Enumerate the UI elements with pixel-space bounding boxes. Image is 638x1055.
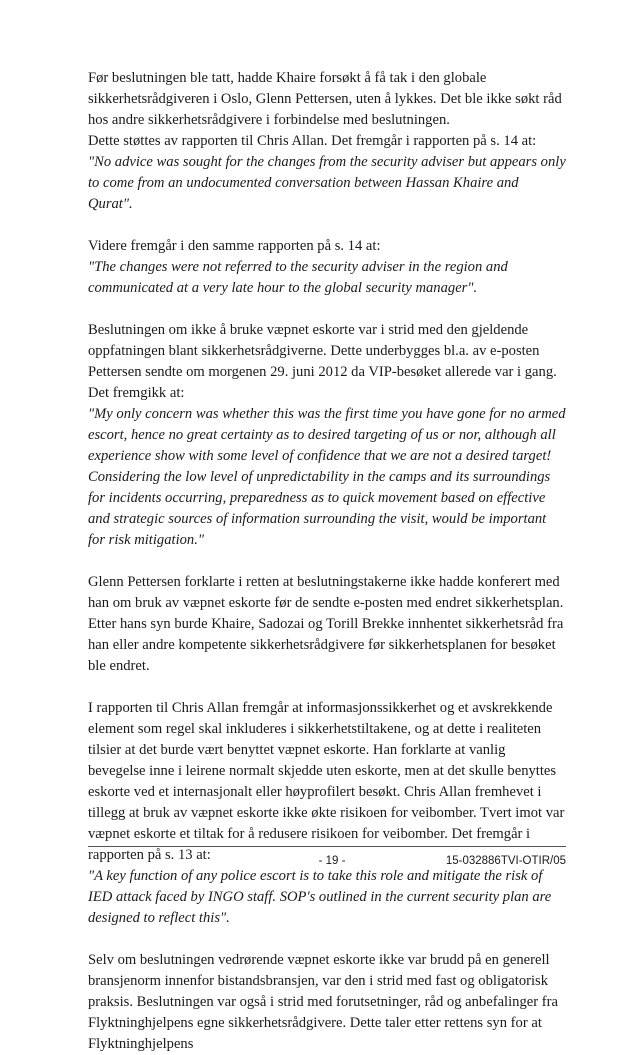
body-text: [88, 68, 566, 1055]
quote-2: "The changes were not referred to the security adviser in the region and communicated at a very late hour to the global security manager".: [88, 259, 508, 296]
quote-4: "A key function of any police escort is to take this role and mitigate the risk of IED attack faced by INGO staff. SOP's outlined in the current security plan are designed to reflect this".: [88, 868, 552, 926]
document-reference: 15-032886TVI-OTIR/05: [445, 855, 566, 867]
footer-divider: [88, 846, 566, 847]
paragraph-6: I rapporten til Chris Allan fremgår at informasjonssikkerhet og et avskrekkende element som regel skal inkluderes i sikkerhetstiltakene, og at dette i realiteten tilsier at det burde vært benyttet væpnet eskorte. Han forklarte at vanlig bevegelse inne i leirene normalt skjedde uten eskorte, men at det skulle benyttes eskorte ved et internasjonalt eller høyprofilert besøkt. Chris Allan fremhevet i tillegg at bruk av væpnet eskorte ikke økte risikoen for veibomber. Tvert imot var væpnet eskorte et tiltak for å redusere risikoen for veibomber. Det fremgår i rapporten på s. 13 at:: [88, 700, 565, 863]
quote-3: "My only concern was whether this was the first time you have gone for no armed escort, hence no great certainty as to desired targeting of us or nor, although all experience show with some level of confidence that we are not a desired target! Considering the low level of unpredictability in the camps and its surroundings for incidents occurring, preparedness as to quick movement based on effective and strategic sources of information surrounding the visit, would be important for risk mitigation.": [88, 406, 566, 548]
paragraph-3: Videre fremgår i den samme rapporten på s. 14 at:: [88, 238, 381, 254]
paragraph-4: Beslutningen om ikke å bruke væpnet eskorte var i strid med den gjeldende oppfatningen blant sikkerhetsrådgiverne. Dette underbygges bl.a. av e-posten Pettersen sendte om morgenen 29. juni 2012 da VIP-besøket allerede var i gang. Det fremgikk at:: [88, 322, 557, 401]
paragraph-5: Glenn Pettersen forklarte i retten at beslutningstakerne ikke hadde konferert med han om bruk av væpnet eskorte før de sendte e-posten med endret sikkerhetsplan. Etter hans syn burde Khaire, Sadozai og Torill Brekke innhentet sikkerhetsråd fra han eller andre kompetente sikkerhetsrådgivere før sikkerhetsplanen for besøket ble endret.: [88, 574, 564, 674]
paragraph-2: Dette støttes av rapporten til Chris Allan. Det fremgår i rapporten på s. 14 at:: [88, 133, 537, 149]
paragraph-1: Før beslutningen ble tatt, hadde Khaire forsøkt å få tak i den globale sikkerhetsrådgiveren i Oslo, Glenn Pettersen, uten å lykkes. Det ble ikke søkt råd hos andre sikkerhetsrådgivere i forbindelse med beslutningen.: [88, 70, 562, 128]
quote-1: "No advice was sought for the changes from the security adviser but appears only to come from an undocumented conversation between Hassan Khaire and Qurat".: [88, 154, 566, 212]
paragraph-7: Selv om beslutningen vedrørende væpnet eskorte ikke var brudd på en generell bransjenorm innenfor bistandsbransjen, var den i strid med fast og obligatorisk praksis. Beslutningen var også i strid med forutsetninger, råd og anbefalinger fra Flyktninghjelpens egne sikkerhetsrådgivere. Dette taler etter rettens syn for at Flyktninghjelpens: [88, 952, 558, 1052]
page-number: - 19 -: [318, 855, 346, 867]
